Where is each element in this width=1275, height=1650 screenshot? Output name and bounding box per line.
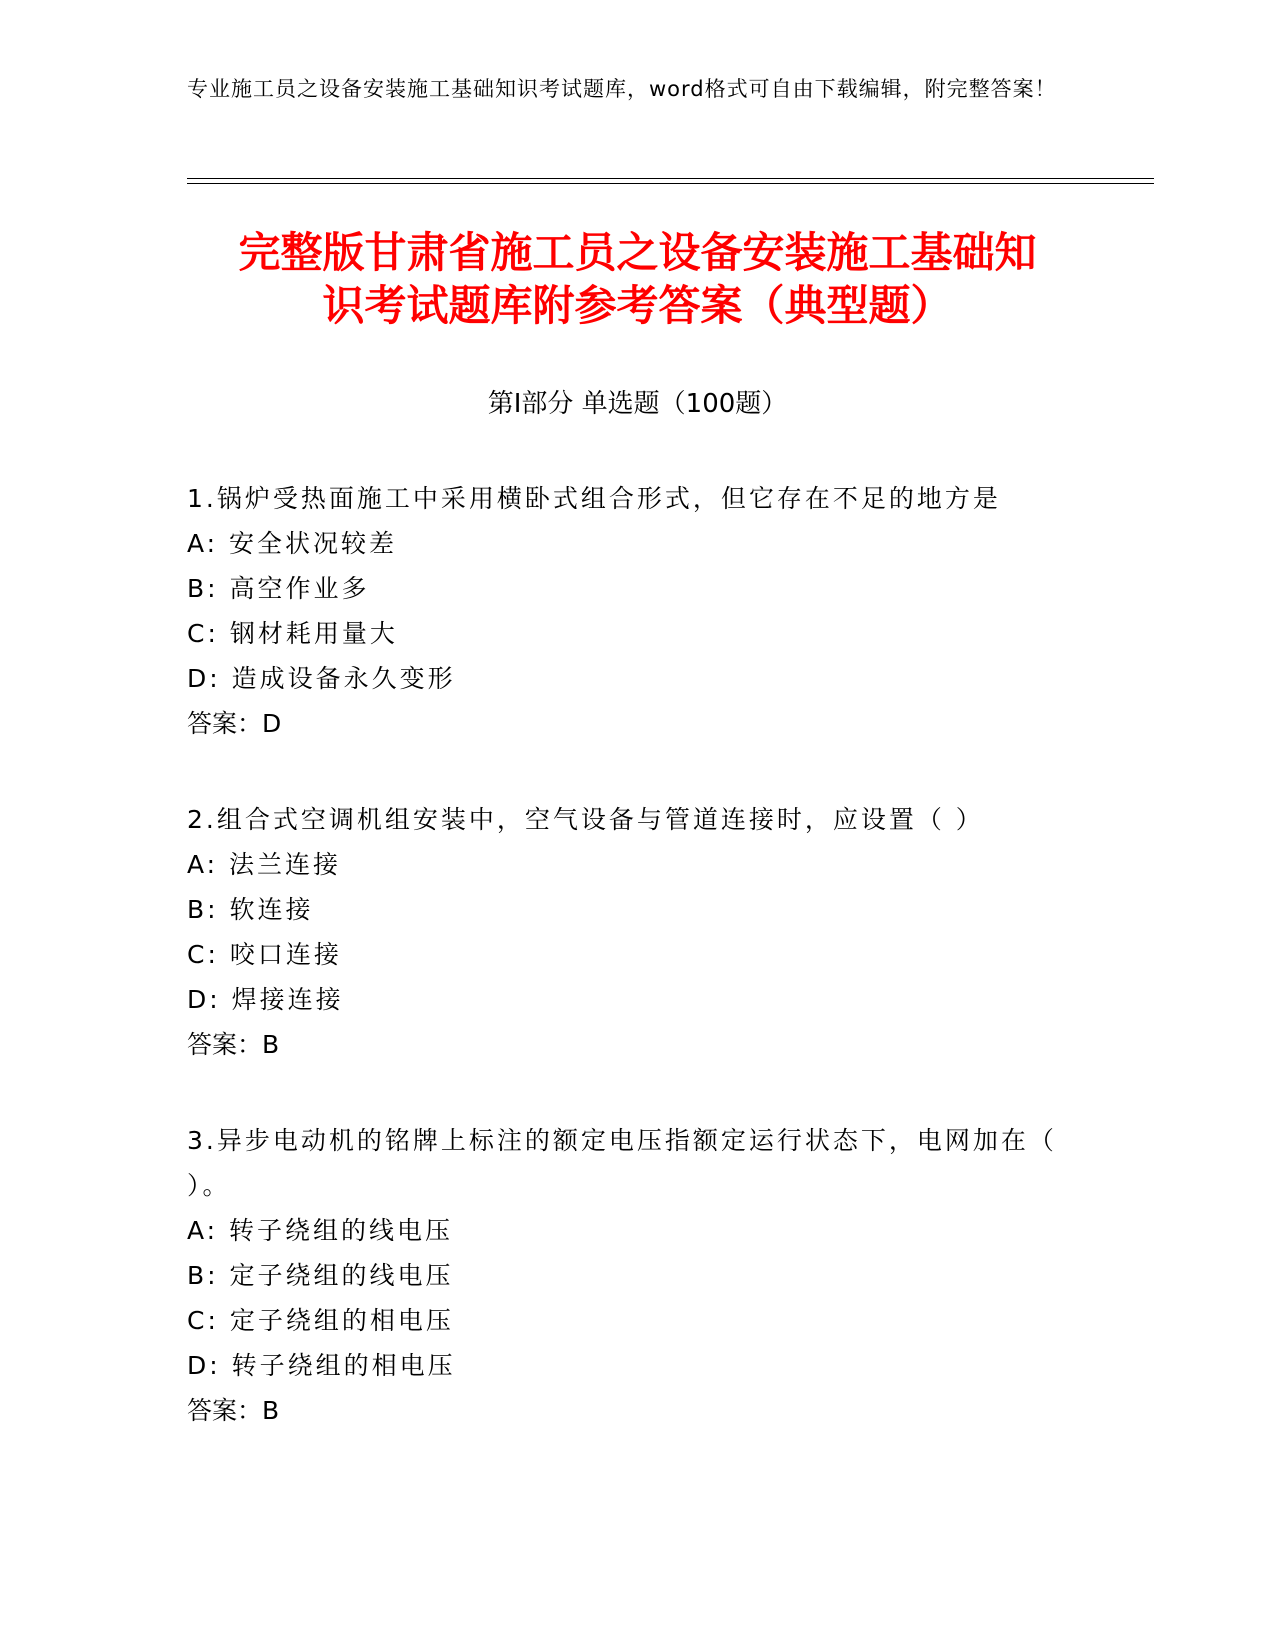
question-2 <box>187 797 1077 1067</box>
option-b: B: 高空作业多 <box>187 574 370 603</box>
question-3 <box>187 1118 1077 1433</box>
option-c: C: 咬口连接 <box>187 940 342 969</box>
option-d: D: 转子绕组的相电压 <box>187 1351 456 1380</box>
option-d: D: 造成设备永久变形 <box>187 664 456 693</box>
answer: 答案：B <box>187 1030 280 1059</box>
question-1 <box>187 476 1077 746</box>
document-title-line-2: 识考试题库附参考答案（典型题） <box>322 281 953 330</box>
option-b: B: 定子绕组的线电压 <box>187 1261 454 1290</box>
document-title <box>0 226 1275 332</box>
option-a: A: 转子绕组的线电压 <box>187 1216 454 1245</box>
section-title: 第Ⅰ部分 单选题（100题） <box>487 389 788 419</box>
option-b: B: 软连接 <box>187 895 314 924</box>
option-c: C: 定子绕组的相电压 <box>187 1306 454 1335</box>
option-a: A: 安全状况较差 <box>187 529 398 558</box>
option-c: C: 钢材耗用量大 <box>187 619 398 648</box>
question-list <box>187 476 1077 1484</box>
header-divider-top <box>187 178 1154 179</box>
option-d: D: 焊接连接 <box>187 985 344 1014</box>
question-text: 1.锅炉受热面施工中采用横卧式组合形式，但它存在不足的地方是 <box>187 484 1001 513</box>
header-divider-bottom <box>187 183 1154 184</box>
answer: 答案：B <box>187 1396 280 1425</box>
question-text: 3.异步电动机的铭牌上标注的额定电压指额定运行状态下，电网加在（ ）。 <box>187 1126 1057 1200</box>
question-text: 2.组合式空调机组安装中，空气设备与管道连接时，应设置（ ） <box>187 805 984 834</box>
answer: 答案：D <box>187 709 282 738</box>
document-title-line-1: 完整版甘肃省施工员之设备安装施工基础知 <box>238 228 1037 277</box>
option-a: A: 法兰连接 <box>187 850 342 879</box>
header-note: 专业施工员之设备安装施工基础知识考试题库，word格式可自由下载编辑，附完整答案！ <box>187 77 1057 101</box>
